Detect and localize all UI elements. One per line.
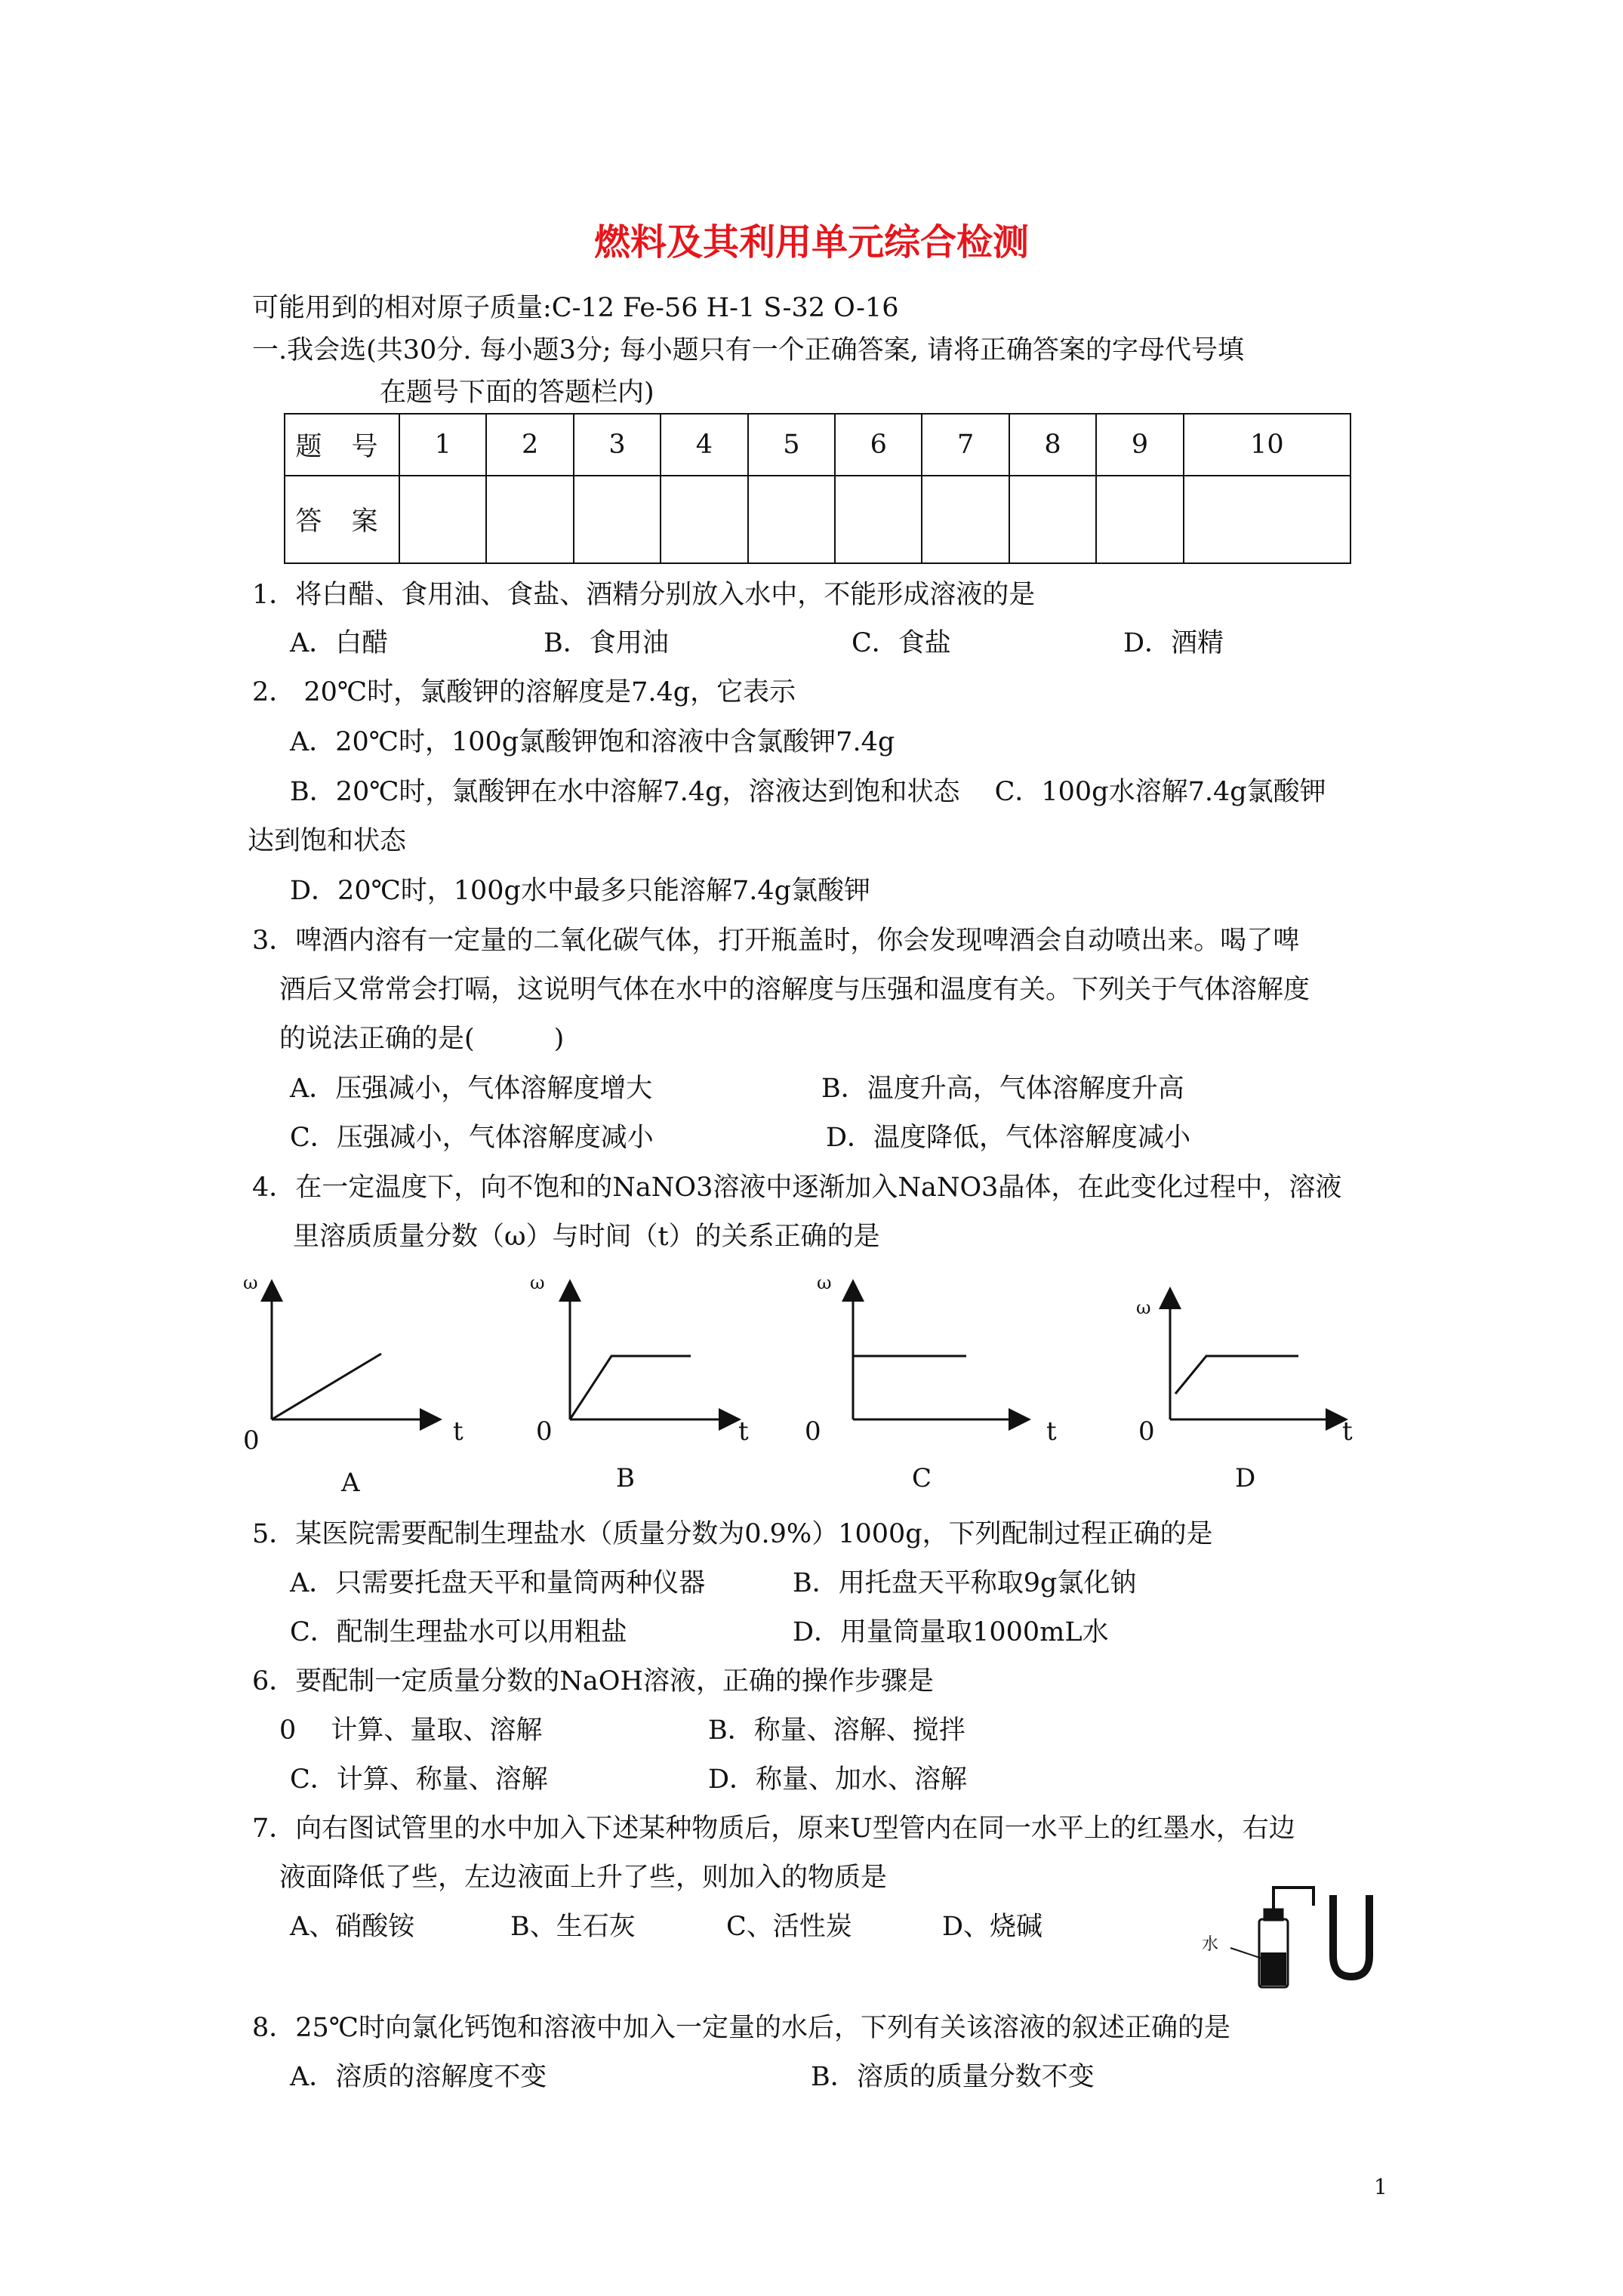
graph-d-origin: 0 <box>1138 1416 1155 1447</box>
q7-option-c: C、活性炭 <box>726 1912 852 1942</box>
answer-cell[interactable] <box>486 476 573 563</box>
graph-a-x-label: t <box>453 1416 463 1447</box>
question-number-cell: 6 <box>835 414 922 476</box>
answer-cell[interactable] <box>922 476 1009 563</box>
q3-stem-2: 酒后又常常会打嗝，这说明气体在水中的溶解度与压强和温度有关。下列关于气体溶解度 <box>279 975 1310 1005</box>
q2-option-a: A．20℃时，100g氯酸钾饱和溶液中含氯酸钾7.4g <box>290 727 895 757</box>
question-number-cell: 10 <box>1184 414 1350 476</box>
q5-option-c: C．配制生理盐水可以用粗盐 <box>290 1617 627 1647</box>
water-label: 水 <box>1202 1935 1219 1954</box>
question-number-cell: 5 <box>748 414 835 476</box>
q6-option-c: C．计算、称量、溶解 <box>290 1764 548 1795</box>
graph-c-y-label: ω <box>817 1272 832 1293</box>
page-title: 燃料及其利用单元综合检测 <box>593 221 1029 264</box>
q6-option-b: B．称量、溶解、搅拌 <box>708 1715 965 1746</box>
q2-stem: 2． 20℃时，氯酸钾的溶解度是7.4g，它表示 <box>252 677 796 707</box>
q3-option-d: D．温度降低，气体溶解度减小 <box>826 1123 1191 1153</box>
question-number-cell: 8 <box>1009 414 1096 476</box>
graph-c-origin: 0 <box>805 1416 821 1447</box>
q3-stem-3: 的说法正确的是( ) <box>279 1024 565 1054</box>
answer-cell[interactable] <box>1184 476 1350 563</box>
q7-option-d: D、烧碱 <box>942 1912 1043 1942</box>
question-number-cell: 4 <box>661 414 747 476</box>
graph-a-y-label: ω <box>243 1272 258 1293</box>
section-heading: 一.我会选(共30分. 每小题3分; 每小题只有一个正确答案, 请将正确答案的字母代号填 <box>252 335 1245 365</box>
answer-table-number-row <box>285 414 1350 476</box>
row-header-number: 题 号 <box>285 414 399 476</box>
q2-option-b-c: B．20℃时，氯酸钾在水中溶解7.4g，溶液达到饱和状态 C．100g水溶解7.4g氯酸钾 <box>290 777 1326 807</box>
graph-d-y-label: ω <box>1136 1297 1151 1318</box>
graph-c-letter: C <box>912 1463 932 1493</box>
q1-stem: 1．将白醋、食用油、食盐、酒精分别放入水中，不能形成溶液的是 <box>252 580 1036 610</box>
q1-option-d: D．酒精 <box>1123 628 1224 658</box>
u-tube-apparatus-figure <box>1200 1880 1389 1993</box>
question-number-cell: 3 <box>574 414 661 476</box>
atomic-mass-note: 可能用到的相对原子质量:C-12 Fe-56 H-1 S-32 O-16 <box>252 293 899 323</box>
answer-table-answer-row <box>285 476 1350 563</box>
q5-option-a: A．只需要托盘天平和量筒两种仪器 <box>290 1568 706 1598</box>
q7-stem-2: 液面降低了些，左边液面上升了些，则加入的物质是 <box>279 1863 888 1893</box>
question-number-cell: 7 <box>922 414 1009 476</box>
answer-cell[interactable] <box>1009 476 1096 563</box>
q8-option-a: A．溶质的溶解度不变 <box>290 2062 547 2092</box>
graph-d <box>1170 1291 1344 1419</box>
q7-stem-1: 7．向右图试管里的水中加入下述某种物质后，原来U型管内在同一水平上的红墨水，右边 <box>252 1814 1295 1844</box>
graph-d-letter: D <box>1235 1463 1256 1493</box>
question-number-cell: 2 <box>486 414 573 476</box>
q4-graphs <box>226 1268 1404 1510</box>
graph-b-x-label: t <box>738 1416 749 1447</box>
answer-cell[interactable] <box>835 476 922 563</box>
q1-option-a: A．白醋 <box>290 628 389 658</box>
page-number: 1 <box>1374 2174 1387 2199</box>
q5-stem: 5．某医院需要配制生理盐水（质量分数为0.9%）1000g，下列配制过程正确的是 <box>252 1519 1213 1549</box>
q2-option-c-cont: 达到饱和状态 <box>248 826 407 856</box>
graph-a-letter: A <box>341 1468 360 1498</box>
graph-b <box>570 1284 737 1419</box>
answer-cell[interactable] <box>399 476 486 563</box>
q5-option-d: D．用量筒量取1000mL水 <box>793 1617 1109 1647</box>
graph-a <box>272 1284 438 1419</box>
graph-c-x-label: t <box>1046 1416 1057 1447</box>
graph-b-origin: 0 <box>536 1416 553 1447</box>
q2-option-d: D．20℃时，100g水中最多只能溶解7.4g氯酸钾 <box>290 876 871 906</box>
answer-table <box>284 413 1351 564</box>
q6-option-a: 0 计算、量取、溶解 <box>279 1715 543 1746</box>
q3-option-c: C．压强减小，气体溶解度减小 <box>290 1123 654 1153</box>
graph-d-x-label: t <box>1342 1416 1353 1447</box>
q4-stem-1: 4．在一定温度下，向不饱和的NaNO3溶液中逐渐加入NaNO3晶体，在此变化过程中，溶液 <box>252 1173 1342 1203</box>
q8-stem: 8．25℃时向氯化钙饱和溶液中加入一定量的水后，下列有关该溶液的叙述正确的是 <box>252 2013 1230 2043</box>
q3-stem-1: 3．啤酒内溶有一定量的二氧化碳气体，打开瓶盖时，你会发现啤酒会自动喷出来。喝了啤 <box>252 926 1300 956</box>
answer-cell[interactable] <box>748 476 835 563</box>
q7-option-a: A、硝酸铵 <box>290 1912 415 1942</box>
q7-option-b: B、生石灰 <box>510 1912 636 1942</box>
q5-option-b: B．用托盘天平称取9g氯化钠 <box>793 1568 1137 1598</box>
graph-b-y-label: ω <box>530 1272 545 1293</box>
row-header-answer: 答 案 <box>285 476 399 563</box>
q6-stem: 6．要配制一定质量分数的NaOH溶液，正确的操作步骤是 <box>252 1666 934 1697</box>
q1-option-c: C．食盐 <box>852 628 951 658</box>
q3-option-a: A．压强减小，气体溶解度增大 <box>290 1074 653 1104</box>
graph-a-origin: 0 <box>243 1425 260 1456</box>
graph-c <box>853 1284 1027 1419</box>
q3-option-b: B．温度升高，气体溶解度升高 <box>821 1074 1184 1104</box>
answer-cell[interactable] <box>661 476 747 563</box>
q4-stem-2: 里溶质质量分数（ω）与时间（t）的关系正确的是 <box>293 1222 880 1252</box>
q8-option-b: B．溶质的质量分数不变 <box>811 2062 1095 2092</box>
question-number-cell: 1 <box>399 414 486 476</box>
q6-option-d: D．称量、加水、溶解 <box>708 1764 968 1795</box>
q1-option-b: B．食用油 <box>544 628 669 658</box>
question-number-cell: 9 <box>1096 414 1183 476</box>
answer-cell[interactable] <box>1096 476 1183 563</box>
section-heading-cont: 在题号下面的答题栏内) <box>380 378 654 408</box>
graph-b-letter: B <box>616 1463 635 1493</box>
answer-cell[interactable] <box>574 476 661 563</box>
